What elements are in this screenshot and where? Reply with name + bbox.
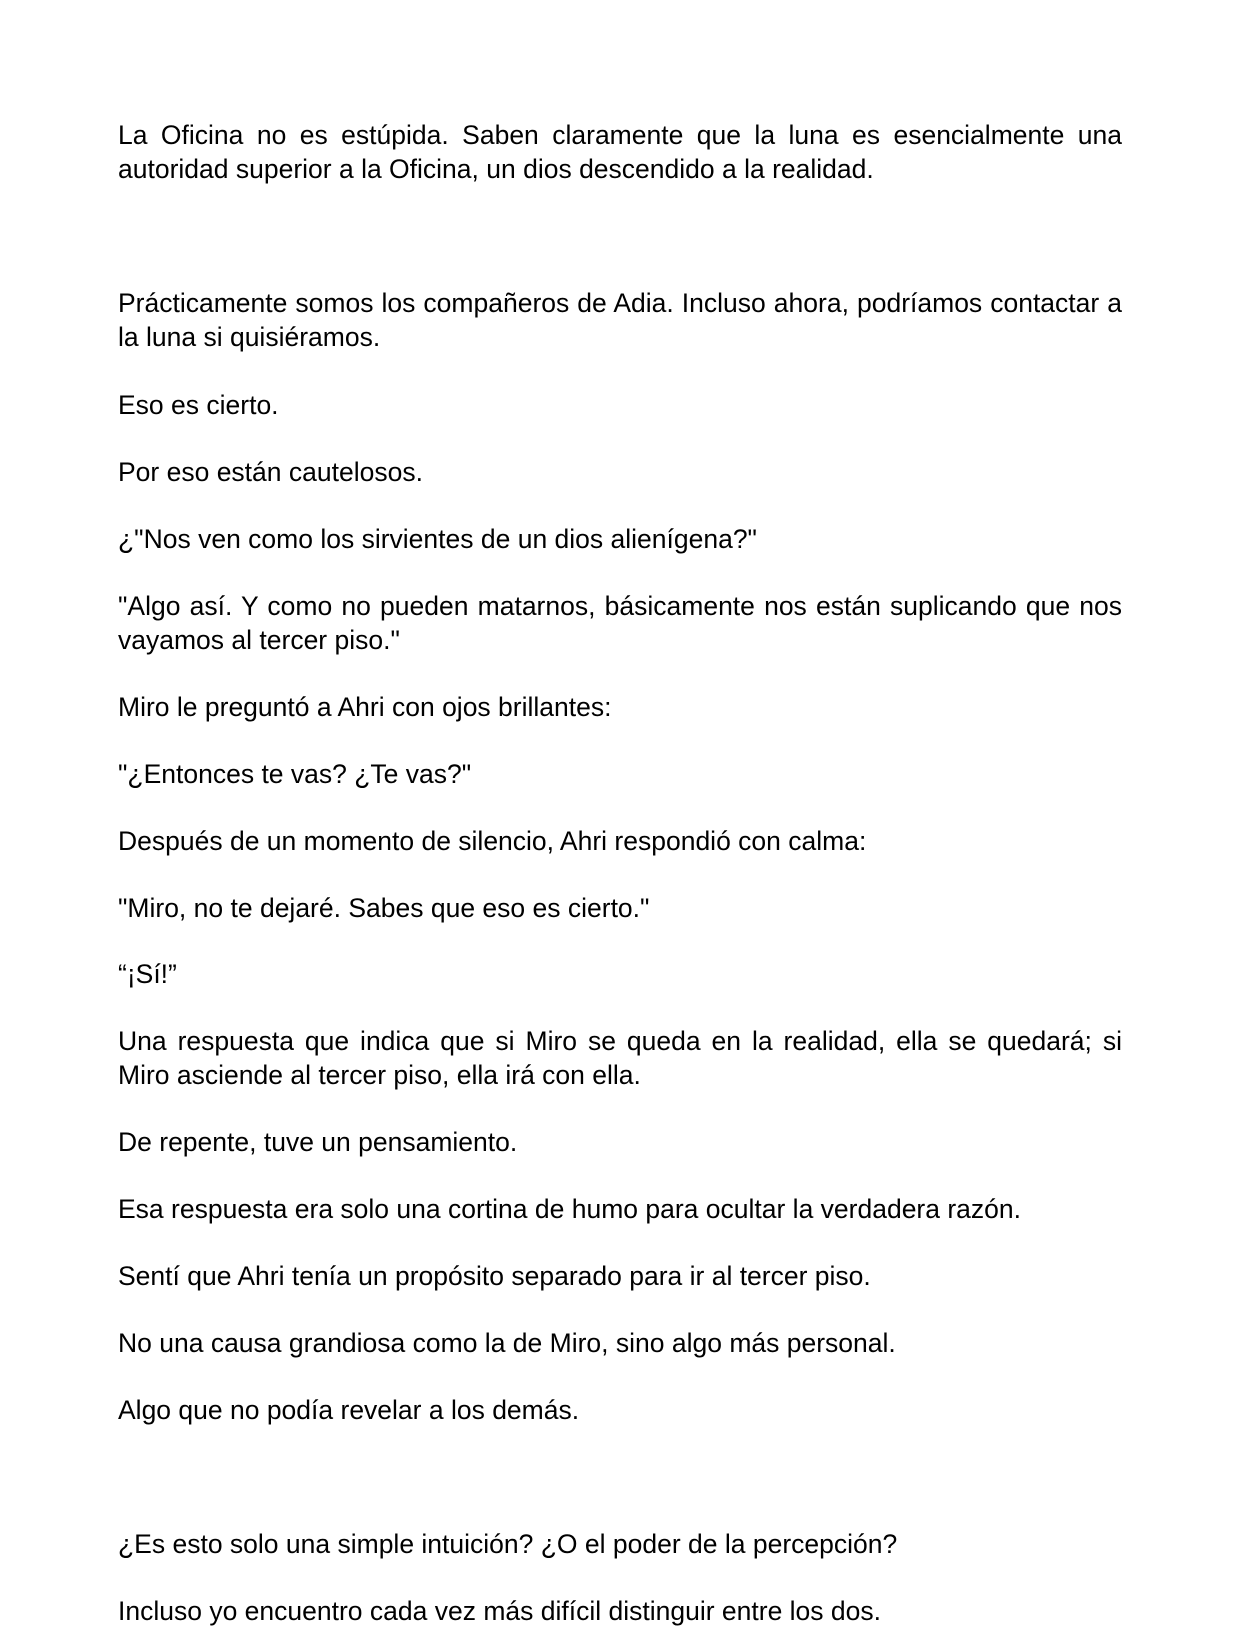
paragraph-4: Por eso están cautelosos. xyxy=(118,457,423,487)
paragraph-3: Eso es cierto. xyxy=(118,390,279,420)
paragraph-11: “¡Sí!” xyxy=(118,959,177,989)
paragraph-14: Esa respuesta era solo una cortina de humo para ocultar la verdadera razón. xyxy=(118,1194,1022,1224)
paragraph-1: La Oficina no es estúpida. Saben claramente que la luna es esencialmente una autoridad superior a la Oficina, un dios descendido a la realidad. xyxy=(118,120,1122,184)
paragraph-2: Prácticamente somos los compañeros de Adia. Incluso ahora, podríamos contactar a la luna si quisiéramos. xyxy=(118,288,1122,352)
paragraph-6: "Algo así. Y como no pueden matarnos, básicamente nos están suplicando que nos vayamos al tercer piso." xyxy=(118,591,1122,655)
paragraph-17: Algo que no podía revelar a los demás. xyxy=(118,1395,580,1425)
paragraph-5: ¿"Nos ven como los sirvientes de un dios alienígena?" xyxy=(118,524,757,554)
paragraph-15: Sentí que Ahri tenía un propósito separado para ir al tercer piso. xyxy=(118,1261,871,1291)
paragraph-10: "Miro, no te dejaré. Sabes que eso es cierto." xyxy=(118,893,650,923)
paragraph-19: Incluso yo encuentro cada vez más difícil distinguir entre los dos. xyxy=(118,1596,882,1626)
paragraph-8: "¿Entonces te vas? ¿Te vas?" xyxy=(118,759,472,789)
paragraph-9: Después de un momento de silencio, Ahri respondió con calma: xyxy=(118,826,867,856)
paragraph-12: Una respuesta que indica que si Miro se queda en la realidad, ella se quedará; si Miro asciende al tercer piso, ella irá con ella. xyxy=(118,1026,1122,1090)
paragraph-18: ¿Es esto solo una simple intuición? ¿O el poder de la percepción? xyxy=(118,1529,898,1559)
paragraph-16: No una causa grandiosa como la de Miro, sino algo más personal. xyxy=(118,1328,896,1358)
paragraph-13: De repente, tuve un pensamiento. xyxy=(118,1127,518,1157)
paragraph-7: Miro le preguntó a Ahri con ojos brillantes: xyxy=(118,692,612,722)
